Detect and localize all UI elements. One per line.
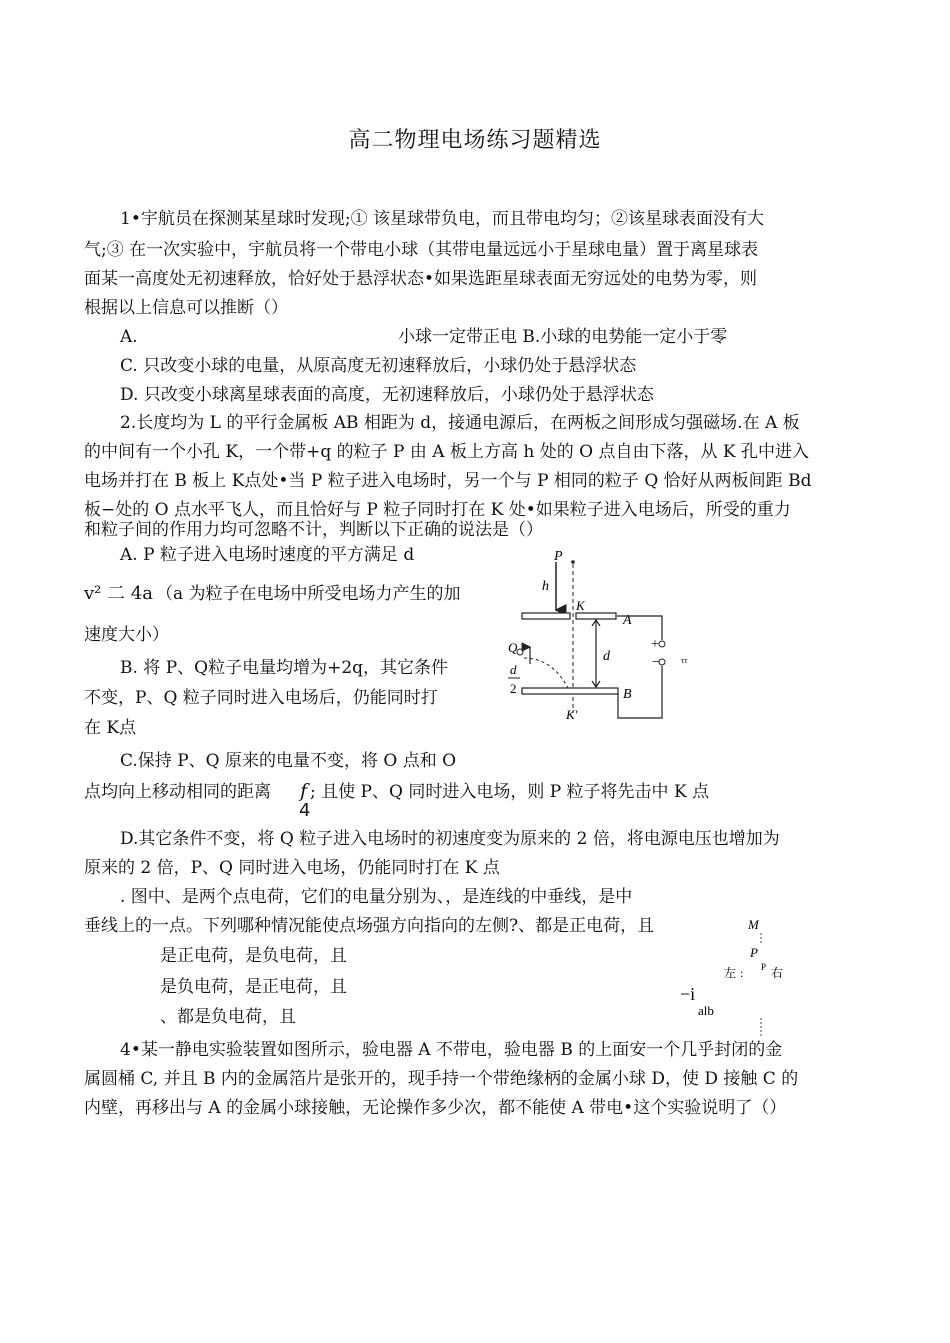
label-voltage: ττ [681,656,688,665]
label-K: K [576,598,585,613]
page-title: 高二物理电场练习题精选 [348,128,602,153]
q2-line-5: 和粒子间的作用力均可忽略不计，判断以下正确的说法是（） [84,520,543,540]
q2-option-c-denominator: 4 [299,800,311,821]
q3-line-1: . 图中、是两个点电荷，它们的电量分别为、，是连线的中垂线，是中 [120,887,633,907]
label-d-small: d [510,662,517,677]
plate-A-left [522,613,570,619]
label-minus: − [652,655,660,670]
point-charges-figure [676,915,806,1040]
label-P: P [554,549,563,564]
label-K-prime: K′ [566,707,578,722]
q2-option-b-line-2: 不变，P、Q 粒子同时进入电场后，仍能同时打 [84,688,438,708]
q2-line-2: 的中间有一个小孔 K，一个带+q 的粒子 P 由 A 板上方高 h 处的 O 点自由下落，从 K 孔中进入 [84,442,809,462]
q2-option-c-line-2a: 点均向上移动相同的距离 [84,782,271,802]
q3-line-2: 垂线上的一点。下列哪种情况能使点场强方向指向的左侧?、都是正电荷，且 [84,916,655,936]
q2-line-4: 板−处的 O 点水平飞人，而且恰好与 P 粒子同时打在 K 处•如果粒子进入电场后，所受的重力 [84,500,791,520]
q2-option-a-formula: v² 二 4a [84,583,154,604]
q2-option-a-line-2: （a 为粒子在电场中所受电场力产生的加 [156,584,461,604]
q1-line-4: 根据以上信息可以推断（） [84,298,288,318]
q1-option-a-b-text: 小球一定带正电 B.小球的电势能一定小于零 [398,327,728,347]
q2-line-3: 电场并打在 B 板上 K点处•当 P 粒子进入电场时，另一个与 P 相同的粒子 Q 恰好从两板间距 Bd [84,471,812,491]
label-plus: + [651,637,659,652]
q3-option-c: 是负电荷，是正电荷，且 [160,977,347,997]
label-p-small: P [761,962,767,972]
label-left: 左 [724,966,737,980]
q1-option-d: D. 只改变小球离星球表面的高度，无初速释放后，小球仍处于悬浮状态 [120,385,654,405]
point-O-icon [571,560,575,564]
q2-option-d-line-2: 原来的 2 倍，P、Q 同时进入电场，仍能同时打在 K 点 [84,858,500,878]
label-M: M [748,917,759,932]
q1-line-2: 气;③ 在一次实验中，宇航员将一个带电小球（其带电量远远小于星球电量）置于离星球表 [84,240,759,260]
q2-option-a-line-1: A. P 粒子进入电场时速度的平方满足 d [120,545,415,565]
q2-option-c-line-2b: ; 且使 P、Q 同时进入电场，则 P 粒子将先击中 K 点 [310,782,710,802]
q2-option-c-line-1: C.保持 P、Q 原来的电量不变，将 O 点和 O [120,751,457,771]
q1-line-1: 1•宇航员在探测某星球时发现;① 该星球带负电，而且带电均匀；②该星球表面没有大 [120,209,764,229]
parallel-plates-figure [496,548,716,728]
q3-option-d: 、都是负电荷，且 [160,1007,296,1027]
q4-line-1: 4•某一静电实验装置如图所示，验电器 A 不带电，验电器 B 的上面安一个几乎封闭的金 [120,1040,783,1060]
q4-line-2: 属圆桶 C, 并且 B 内的金属箔片是张开的，现手持一个带绝缘柄的金属小球 D，使 D 接触 C 的 [84,1069,799,1089]
q3-option-b: 是正电荷，是负电荷，且 [160,946,347,966]
q1-line-3: 面某一高度处无初速释放，恰好处于悬浮状态•如果选距星球表面无穷远处的电势为零，则 [84,269,758,289]
label-h: h [542,579,549,594]
plate-A-right [576,613,616,619]
label-i: −i [680,984,696,1004]
label-colon: : [740,966,744,980]
q2-option-b-line-1: B. 将 P、Q粒子电量均增为+2q，其它条件 [120,658,449,678]
label-two: 2 [510,681,517,696]
label-alb: alb [698,1003,714,1018]
label-right: 右 [771,966,784,980]
q2-option-b-line-3: 在 K点 [84,718,137,738]
q2-line-1: 2.长度均为 L 的平行金属板 AB 相距为 d，接通电源后，在两板之间形成匀强磁场.在 A 板 [120,413,800,433]
label-B: B [623,687,632,702]
label-Q: Q [508,640,518,655]
q2-option-c-f: f [300,780,308,802]
label-d: d [603,649,610,664]
label-A: A [623,613,632,628]
q4-line-3: 内壁，再移出与 A 的金属小球接触，无论操作多少次，都不能使 A 带电•这个实验说明了（） [84,1098,787,1118]
plate-B [522,688,618,694]
label-P2: P [750,945,758,960]
q1-option-c: C. 只改变小球的电量，从原高度无初速释放后，小球仍处于悬浮状态 [120,356,637,376]
q1-option-a-label: A. [120,327,138,347]
q2-option-a-line-3: 速度大小） [84,625,169,645]
q2-option-d-line-1: D.其它条件不变，将 Q 粒子进入电场时的初速度变为原来的 2 倍，将电源电压也增加为 [120,829,780,849]
